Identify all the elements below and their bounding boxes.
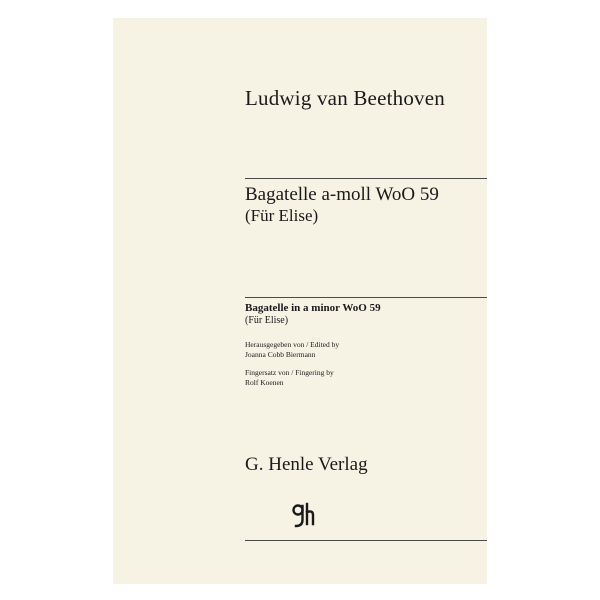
fingering-by-label: Fingersatz von / Fingering by [245, 368, 334, 377]
editor-name: Joanna Cobb Biermann [245, 350, 316, 359]
edited-by-label: Herausgegeben von / Edited by [245, 340, 340, 349]
score-cover [113, 18, 487, 584]
subtitle-english: (Für Elise) [245, 315, 289, 326]
title-german: Bagatelle a-moll WoO 59 [245, 184, 439, 205]
divider-rule [245, 297, 487, 298]
subtitle-german: (Für Elise) [245, 206, 319, 225]
divider-rule [245, 178, 487, 179]
henle-gh-monogram-icon [291, 502, 317, 532]
title-english: Bagatelle in a minor WoO 59 [245, 302, 381, 314]
publisher-name: G. Henle Verlag [245, 454, 368, 475]
composer-name: Ludwig van Beethoven [245, 86, 445, 110]
fingering-name: Rolf Koenen [245, 378, 284, 387]
divider-rule [245, 540, 487, 541]
